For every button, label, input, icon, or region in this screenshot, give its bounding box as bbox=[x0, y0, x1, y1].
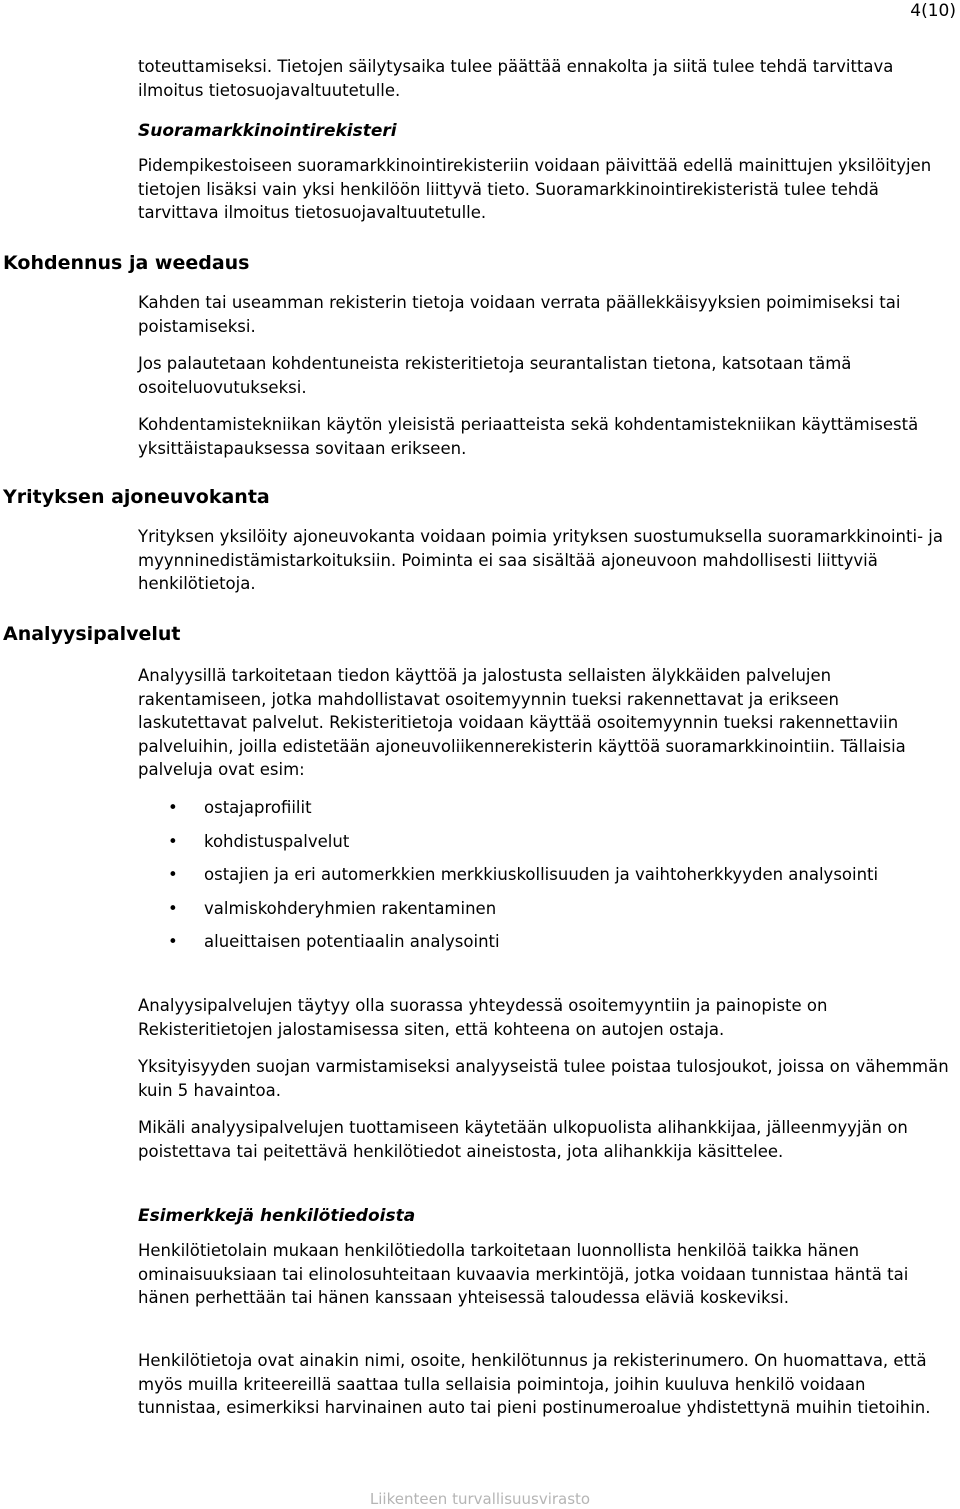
intro-continuation-paragraph: toteuttamiseksi. Tietojen säilytysaika tulee päättää ennakolta ja siitä tulee tehdä tarvittava ilmoitus tietosuojavaltuutetulle. bbox=[138, 57, 894, 100]
list-item: • ostajien ja eri automerkkien merkkiuskollisuuden ja vaihtoherkkyyden analysointi bbox=[138, 863, 938, 887]
targeting-paragraph-2: Jos palautetaan kohdentuneista rekisteritietoja seurantalistan tietona, katsotaan tämä osoiteluovutukseksi. bbox=[138, 354, 852, 397]
examples-paragraph-2: Henkilötietoja ovat ainakin nimi, osoite, henkilötunnus ja rekisterinumero. On huomattava, että myös muilla kriteereillä saattaa tulla sellaisia poimintoja, joihin kuuluva henkilö voidaan tunnistaa, esimerkiksi harvinainen auto tai pieni postinumeroalue yhdistettynä muihin tietoihin. bbox=[138, 1351, 931, 1417]
page-number: 4(10) bbox=[910, 1, 956, 21]
analysis-intro-paragraph: Analyysillä tarkoitetaan tiedon käyttöä ja jalostusta sellaisten älykkäiden palvelujen rakentamiseen, jotka mahdollistavat osoitemyynnin tueksi rakennettavat ja erikseen laskutettavat palvelut. Rekisteritietoja voidaan käyttää osoitemyynnin tueksi rakennettaviin palveluihin, joilla edistetään ajoneuvoliikennerekisterin käyttöä suoramarkkinointiin. Tällaisia palveluja ovat esim: bbox=[138, 666, 906, 779]
targeting-paragraph-1: Kahden tai useamman rekisterin tietoja voidaan verrata päällekkäisyyksien poimimiseksi tai poistamiseksi. bbox=[138, 293, 901, 336]
list-item: • ostajaprofiilit bbox=[138, 796, 938, 820]
direct-marketing-register-heading: Suoramarkkinointirekisteri bbox=[138, 121, 397, 141]
list-item: • valmiskohderyhmien rakentaminen bbox=[138, 897, 938, 921]
list-item: • alueittaisen potentiaalin analysointi bbox=[138, 930, 938, 954]
analysis-paragraph-2: Yksityisyyden suojan varmistamiseksi analyyseistä tulee poistaa tulosjoukot, joissa on vähemmän kuin 5 havaintoa. bbox=[138, 1057, 949, 1100]
examples-paragraph-1: Henkilötietolain mukaan henkilötiedolla tarkoitetaan luonnollista henkilöä taikka hänen ominaisuuksiaan tai elinolosuhteitaan kuvaavia merkintöjä, jotka voidaan tunnistaa häntä tai hänen perhettään tai hänen kanssaan yhteisessä taloudessa eläviä koskeviksi. bbox=[138, 1241, 909, 1307]
analysis-service-list bbox=[138, 796, 938, 964]
fleet-paragraph: Yrityksen yksilöity ajoneuvokanta voidaan poimia yrityksen suostumuksella suoramarkkinointi- ja myynninedistämistarkoituksiin. Poiminta ei saa sisältää ajoneuvoon mahdollisesti liittyviä henkilötietoja. bbox=[138, 527, 943, 593]
analysis-paragraph-1: Analyysipalvelujen täytyy olla suorassa yhteydessä osoitemyyntiin ja painopiste on Rekisteritietojen jalostamisessa siten, että kohteena on autojen ostaja. bbox=[138, 996, 828, 1039]
page-footer: Liikenteen turvallisuusvirasto bbox=[369, 1490, 591, 1508]
targeting-paragraph-3: Kohdentamistekniikan käytön yleisistä periaatteista sekä kohdentamistekniikan käyttämisestä yksittäistapauksessa sovitaan erikseen. bbox=[138, 415, 919, 458]
analysis-heading: Analyysipalvelut bbox=[3, 623, 181, 645]
targeting-heading: Kohdennus ja weedaus bbox=[3, 252, 250, 274]
fleet-heading: Yrityksen ajoneuvokanta bbox=[3, 486, 270, 508]
analysis-paragraph-3: Mikäli analyysipalvelujen tuottamiseen käytetään ulkopuolista alihankkijaa, jälleenmyyjän on poistettava tai peitettävä henkilötiedot aineistosta, jota alihankkija käsittelee. bbox=[138, 1118, 908, 1161]
examples-heading: Esimerkkejä henkilötiedoista bbox=[138, 1206, 416, 1226]
list-item: • kohdistuspalvelut bbox=[138, 830, 938, 854]
direct-marketing-register-paragraph: Pidempikestoiseen suoramarkkinointirekisteriin voidaan päivittää edellä mainittujen yksilöityjen tietojen lisäksi vain yksi henkilöön liittyvä tieto. Suoramarkkinointirekisteristä tulee tehdä tarvittava ilmoitus tietosuojavaltuutetulle. bbox=[138, 156, 932, 222]
